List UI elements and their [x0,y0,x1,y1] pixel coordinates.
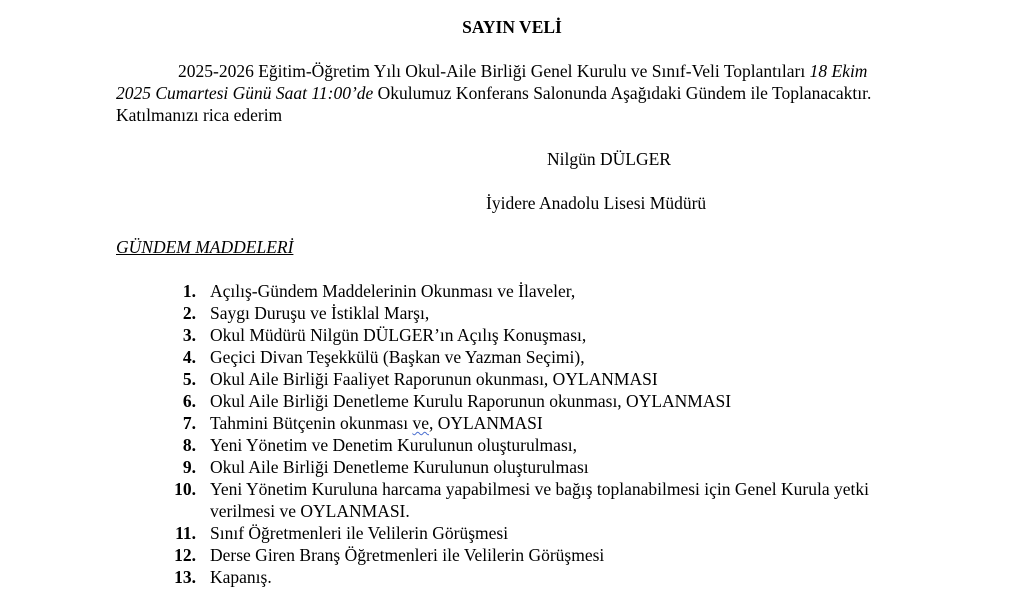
signer-title: İyidere Anadolu Lisesi Müdürü [486,193,707,213]
intro-text-part1: 2025-2026 Eğitim-Öğretim Yılı Okul-Aile Birliği Genel Kurulu ve Sınıf-Veli Toplantıları [178,61,810,81]
agenda-text: Okul Aile Birliği Denetleme Kurulu Raporunun okunması, OYLANMASI [210,391,732,411]
agenda-number: 9. [182,457,196,477]
agenda-list [160,280,900,588]
agenda-item-4 [160,346,900,368]
agenda-number: 10. [174,479,196,499]
agenda-item-13 [160,566,900,588]
agenda-text: Okul Aile Birliği Denetleme Kurulunun oluşturulması [210,457,589,477]
agenda-number: 6. [182,391,196,411]
agenda-number: 5. [182,369,196,389]
agenda-item-8 [160,434,900,456]
agenda-text: Okul Aile Birliği Faaliyet Raporunun okunması, OYLANMASI [210,369,658,389]
signer-name: Nilgün DÜLGER [547,149,671,169]
agenda-item-11 [160,522,900,544]
intro-text-part2: Okulumuz Konferans Salonunda Aşağıdaki Gündem ile Toplanacaktır. Katılmanızı rica ederim [116,83,872,125]
agenda-text: Saygı Duruşu ve İstiklal Marşı, [210,303,430,323]
agenda-text: Okul Müdürü Nilgün DÜLGER’ın Açılış Konuşması, [210,325,587,345]
agenda-number: 12. [174,545,196,565]
agenda-number: 3. [182,325,196,345]
agenda-text: Derse Giren Branş Öğretmenleri ile Velilerin Görüşmesi [210,545,605,565]
agenda-number: 11. [175,523,196,543]
agenda-text: Kapanış. [210,567,272,587]
agenda-item-9 [160,456,900,478]
agenda-item-6 [160,390,900,412]
agenda-number: 8. [182,435,196,455]
document-title: SAYIN VELİ [462,17,562,37]
agenda-heading: GÜNDEM MADDELERİ [116,237,294,257]
agenda-number: 2. [182,303,196,323]
agenda-number: 13. [174,567,196,587]
agenda-text-after: , OYLANMASI [428,413,543,433]
agenda-item-1 [160,280,900,302]
agenda-text-before: Tahmini Bütçenin okunması [210,413,413,433]
agenda-item-12 [160,544,900,566]
agenda-item-10 [160,478,900,522]
agenda-item-3 [160,324,900,346]
agenda-item-2 [160,302,900,324]
agenda-item-7 [160,412,900,434]
agenda-number: 7. [182,413,196,433]
meeting-date: 18 Ekim 2025 Cumartesi Günü Saat 11:00’de [116,61,868,103]
agenda-text: Sınıf Öğretmenleri ile Velilerin Görüşmesi [210,523,509,543]
agenda-text: Yeni Yönetim ve Denetim Kurulunun oluşturulması, [210,435,577,455]
agenda-text: Geçici Divan Teşekkülü (Başkan ve Yazman Seçimi), [210,347,585,367]
agenda-text: Yeni Yönetim Kuruluna harcama yapabilmesi ve bağış toplanabilmesi için Genel Kurula yetki verilmesi ve OYLANMASI. [210,479,870,521]
agenda-number: 4. [182,347,196,367]
intro-paragraph [116,60,906,126]
agenda-text: Açılış-Gündem Maddelerinin Okunması ve İlaveler, [210,281,576,301]
agenda-number: 1. [182,281,196,301]
spellcheck-flagged-word: ve [412,413,429,433]
agenda-item-5 [160,368,900,390]
